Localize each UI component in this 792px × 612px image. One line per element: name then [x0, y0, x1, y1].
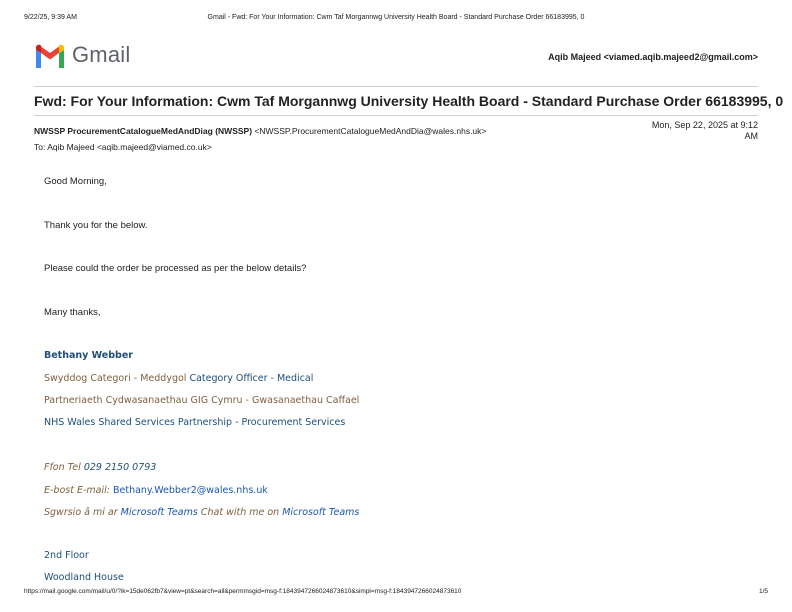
signature-email-link[interactable]: Bethany.Webber2@wales.nhs.uk	[112, 485, 268, 496]
signature-title: Swyddog Categori - Meddygol Category Officer - Medical	[44, 373, 314, 384]
signature-email: E-bost E-mail: Bethany.Webber2@wales.nhs.uk	[44, 485, 268, 496]
body-line-2: Please could the order be processed as per the below details?	[44, 263, 307, 274]
footer-url: https://mail.google.com/mail/u/0/?ik=15de062fb7&view=pt&search=all&permmsgid=msg-f:1843947266024873610&simpl=msg-f:1843947266024873610	[24, 588, 462, 595]
email-from	[34, 126, 486, 136]
signature-org-welsh: Partneriaeth Cydwasanaethau GIG Cymru - Gwasanaethau Caffael	[44, 395, 360, 406]
email-subject: Fwd: For Your Information: Cwm Taf Morgannwg University Health Board - Standard Purchase Order 66183995, 0	[34, 93, 784, 109]
signature-phone: Ffon Tel 029 2150 0793	[44, 462, 157, 473]
signature-address-2: Woodland House	[44, 572, 124, 583]
sender-address[interactable]: <NWSSP.ProcurementCatalogueMedAndDia@wales.nhs.uk>	[254, 126, 487, 136]
print-header	[0, 14, 792, 26]
closing-text: Many thanks,	[44, 307, 101, 318]
signature-teams: Sgwrsio â mi ar Microsoft Teams Chat with me on Microsoft Teams	[44, 507, 360, 518]
body-line-1: Thank you for the below.	[44, 220, 148, 231]
signature-org-english: NHS Wales Shared Services Partnership - Procurement Services	[44, 417, 346, 428]
teams-link-1[interactable]: Microsoft Teams	[120, 507, 198, 518]
account-info: Aqib Majeed <viamed.aqib.majeed2@gmail.com>	[548, 52, 758, 62]
signature-name: Bethany Webber	[44, 350, 133, 361]
email-date: Mon, Sep 22, 2025 at 9:12 AM	[651, 120, 758, 141]
gmail-logo-text: Gmail	[72, 42, 131, 67]
subject-divider	[34, 115, 758, 116]
print-datetime: 9/22/25, 9:39 AM	[24, 14, 77, 21]
print-title: Gmail - Fwd: For Your Information: Cwm Taf Morgannwg University Health Board - Standard Purchase Order 66183995, 0	[207, 14, 585, 21]
signature-address-1: 2nd Floor	[44, 550, 89, 561]
header-divider	[34, 86, 758, 87]
teams-link-2[interactable]: Microsoft Teams	[282, 507, 360, 518]
email-to: To: Aqib Majeed <aqib.majeed@viamed.co.uk>	[34, 142, 212, 152]
greeting-text: Good Morning,	[44, 176, 107, 187]
sender-name: NWSSP ProcurementCatalogueMedAndDiag (NWSSP)	[34, 126, 253, 136]
print-footer	[0, 588, 792, 600]
page-number: 1/5	[758, 588, 768, 595]
gmail-m-icon[interactable]	[34, 44, 66, 68]
